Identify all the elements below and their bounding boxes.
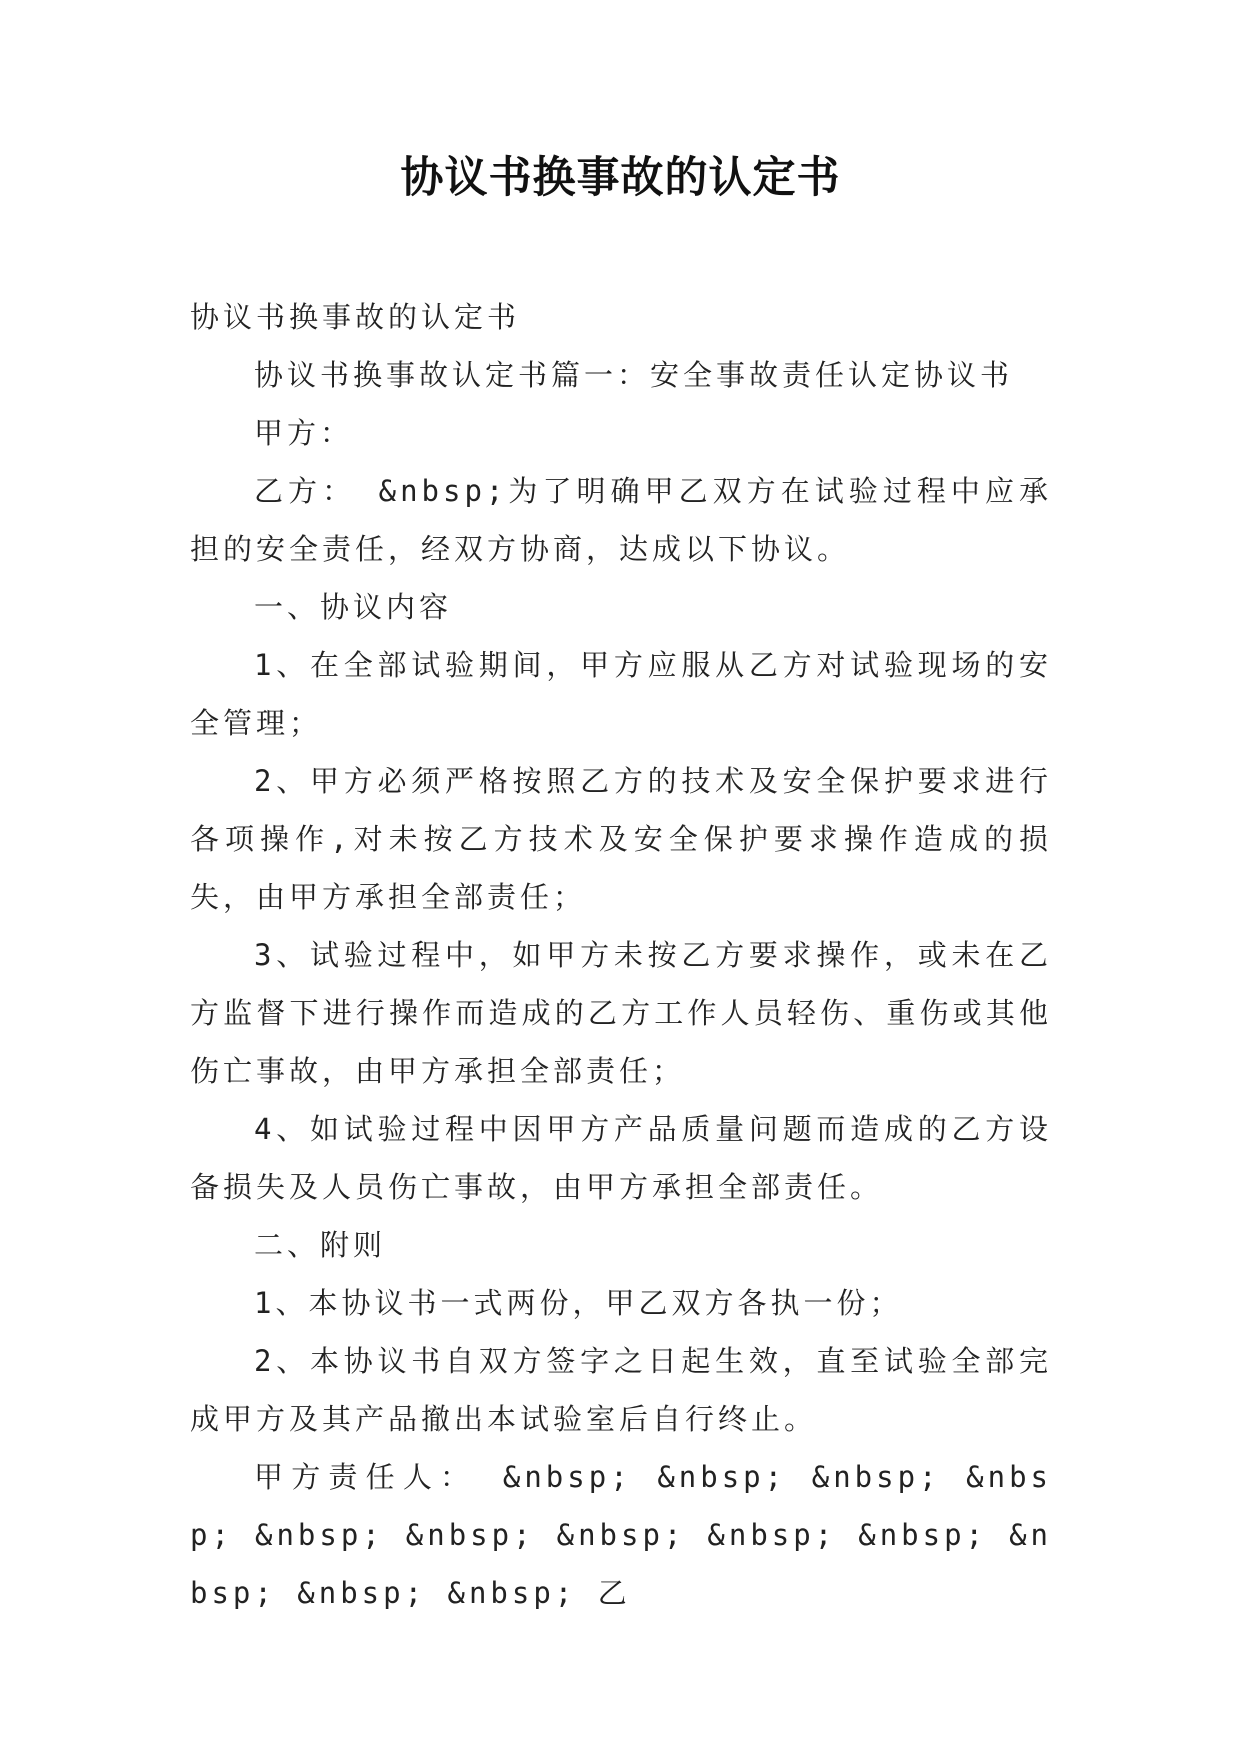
paragraph-appendix-1: 1、本协议书一式两份，甲乙双方各执一份；: [254, 1286, 903, 1320]
paragraph-subtitle: 协议书换事故的认定书: [190, 300, 521, 334]
paragraph-clause-2: 2、甲方必须严格按照乙方的技术及安全保护要求进行各项操作,对未按乙方技术及安全保护要求操作造成的损失，由甲方承担全部责任；: [190, 764, 1052, 914]
document-body: [190, 288, 1052, 1622]
paragraph-heading-content: 一、协议内容: [254, 590, 453, 624]
paragraph-appendix-2: 2、本协议书自双方签字之日起生效，直至试验全部完成甲方及其产品撤出本试验室后自行终止。: [190, 1344, 1052, 1436]
paragraph-party-b: 乙方： &nbsp;为了明确甲乙双方在试验过程中应承担的安全责任，经双方协商，达成以下协议。: [190, 474, 1052, 566]
paragraph-clause-3: 3、试验过程中，如甲方未按乙方要求操作，或未在乙方监督下进行操作而造成的乙方工作人员轻伤、重伤或其他伤亡事故，由甲方承担全部责任；: [190, 938, 1052, 1088]
paragraph-heading-appendix: 二、附则: [254, 1228, 387, 1262]
paragraph-clause-4: 4、如试验过程中因甲方产品质量问题而造成的乙方设备损失及人员伤亡事故，由甲方承担全部责任。: [190, 1112, 1052, 1204]
document-title: 协议书换事故的认定书: [400, 153, 841, 203]
paragraph-section-heading: 协议书换事故认定书篇一：安全事故责任认定协议书: [254, 358, 1014, 392]
paragraph-clause-1: 1、在全部试验期间，甲方应服从乙方对试验现场的安全管理；: [190, 648, 1052, 740]
paragraph-party-a: 甲方：: [254, 416, 354, 450]
paragraph-signature-line: 甲方责任人： &nbsp; &nbsp; &nbsp; &nbsp; &nbsp; &nbsp; &nbsp; &nbsp; &nbsp; &nbsp; &nbsp; &nbsp; 乙: [190, 1460, 1052, 1610]
